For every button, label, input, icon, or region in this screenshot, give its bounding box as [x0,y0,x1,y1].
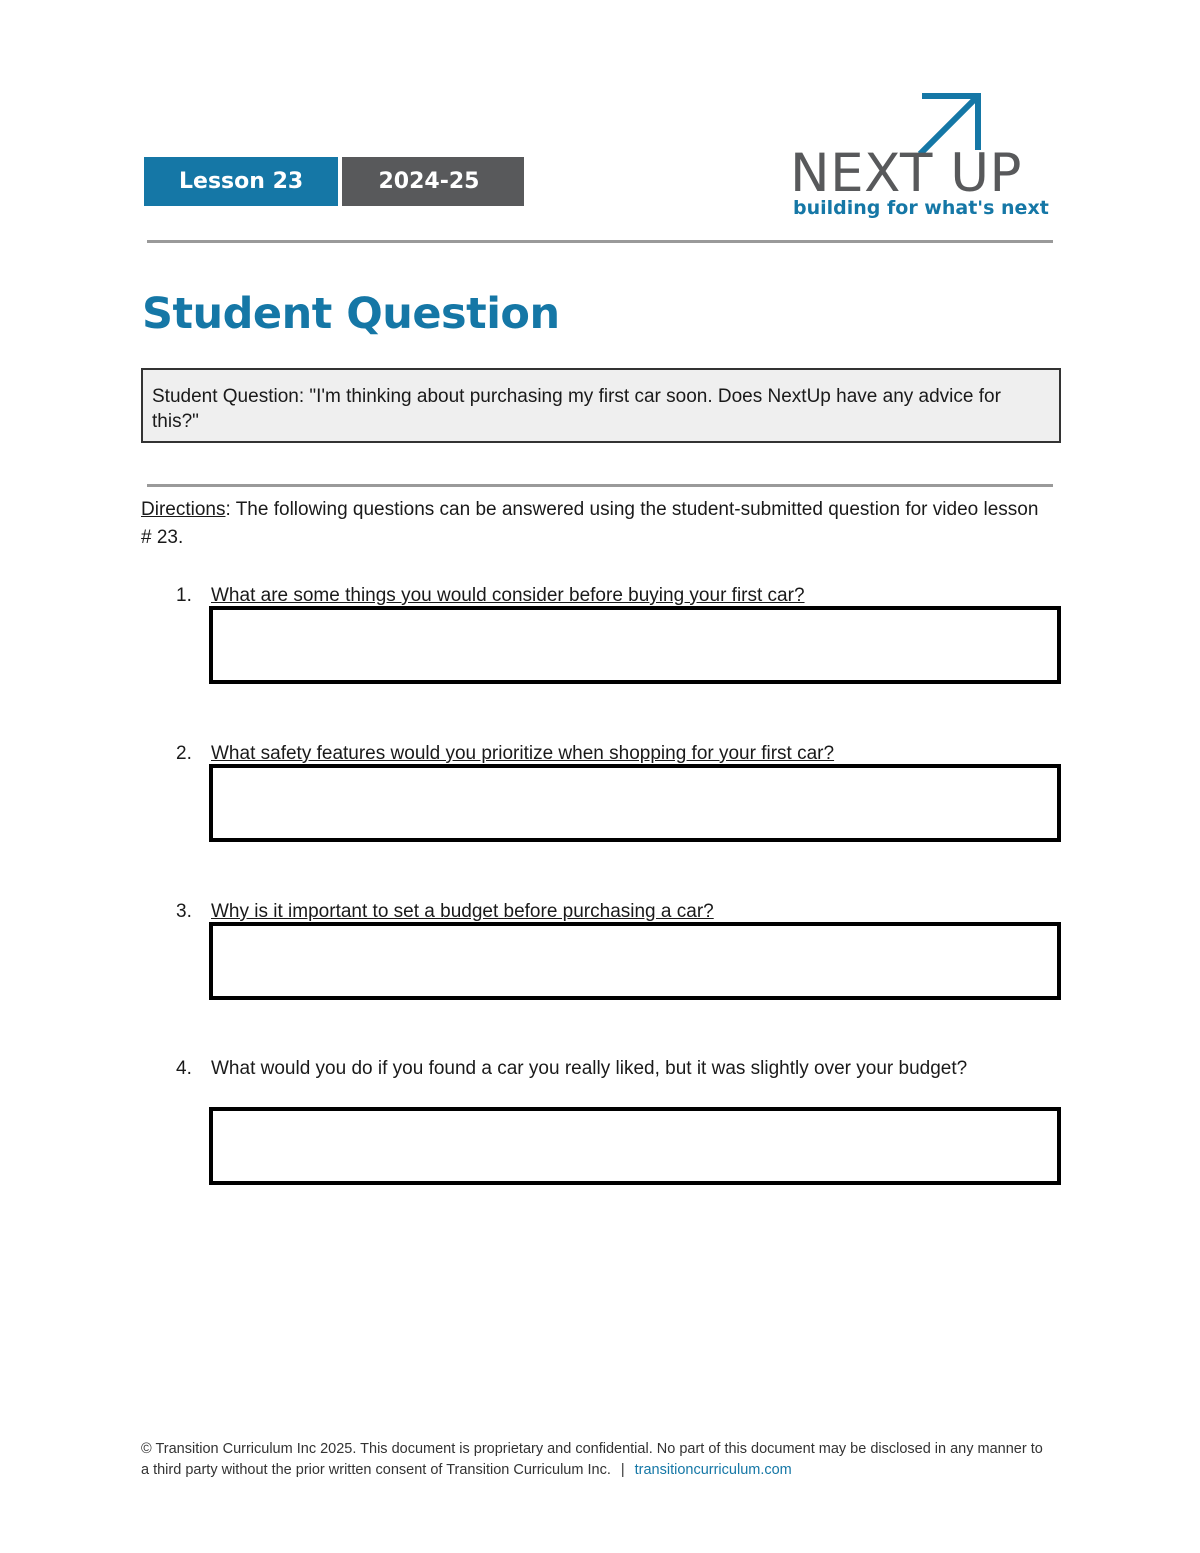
question-text: Why is it important to set a budget before purchasing a car? [211,901,714,922]
footer-separator: | [620,1462,625,1478]
footer-copyright: © Transition Curriculum Inc 2025. This document is proprietary and confidential. No part of this document may be disclosed in any manner to a third party without the prior written consent of Transition Curriculum Inc. [141,1441,1043,1478]
question-text: What would you do if you found a car you really liked, but it was slightly over your budget? [211,1058,968,1079]
answer-box-4[interactable] [209,1107,1061,1185]
question-number: 3. [176,901,192,922]
footer [141,1439,1051,1481]
directions-text: : The following questions can be answered using the student-submitted question for video lesson # 23. [141,499,1039,548]
question-number: 2. [176,743,192,764]
footer-link[interactable]: transitioncurriculum.com [634,1462,792,1478]
question-number: 4. [176,1058,192,1079]
student-question-text: Student Question: "I'm thinking about purchasing my first car soon. Does NextUp have any advice for this?" [152,386,1001,432]
page-title: Student Question [142,289,560,339]
answer-box-3[interactable] [209,922,1061,1000]
directions [141,496,1051,552]
student-question-box [141,368,1061,443]
logo-wordmark: NEXT UP [790,143,1022,204]
lesson-badge: Lesson 23 [144,157,338,206]
question-text: What are some things you would consider before buying your first car? [211,585,805,606]
year-badge: 2024-25 [342,157,524,206]
logo-tagline: building for what's next [793,197,1049,219]
question-number: 1. [176,585,192,606]
header-divider [147,240,1053,243]
section-divider [147,484,1053,487]
next-up-logo [790,92,1052,227]
answer-box-1[interactable] [209,606,1061,684]
directions-label: Directions [141,499,226,520]
question-text: What safety features would you prioritize when shopping for your first car? [211,743,835,764]
answer-box-2[interactable] [209,764,1061,842]
